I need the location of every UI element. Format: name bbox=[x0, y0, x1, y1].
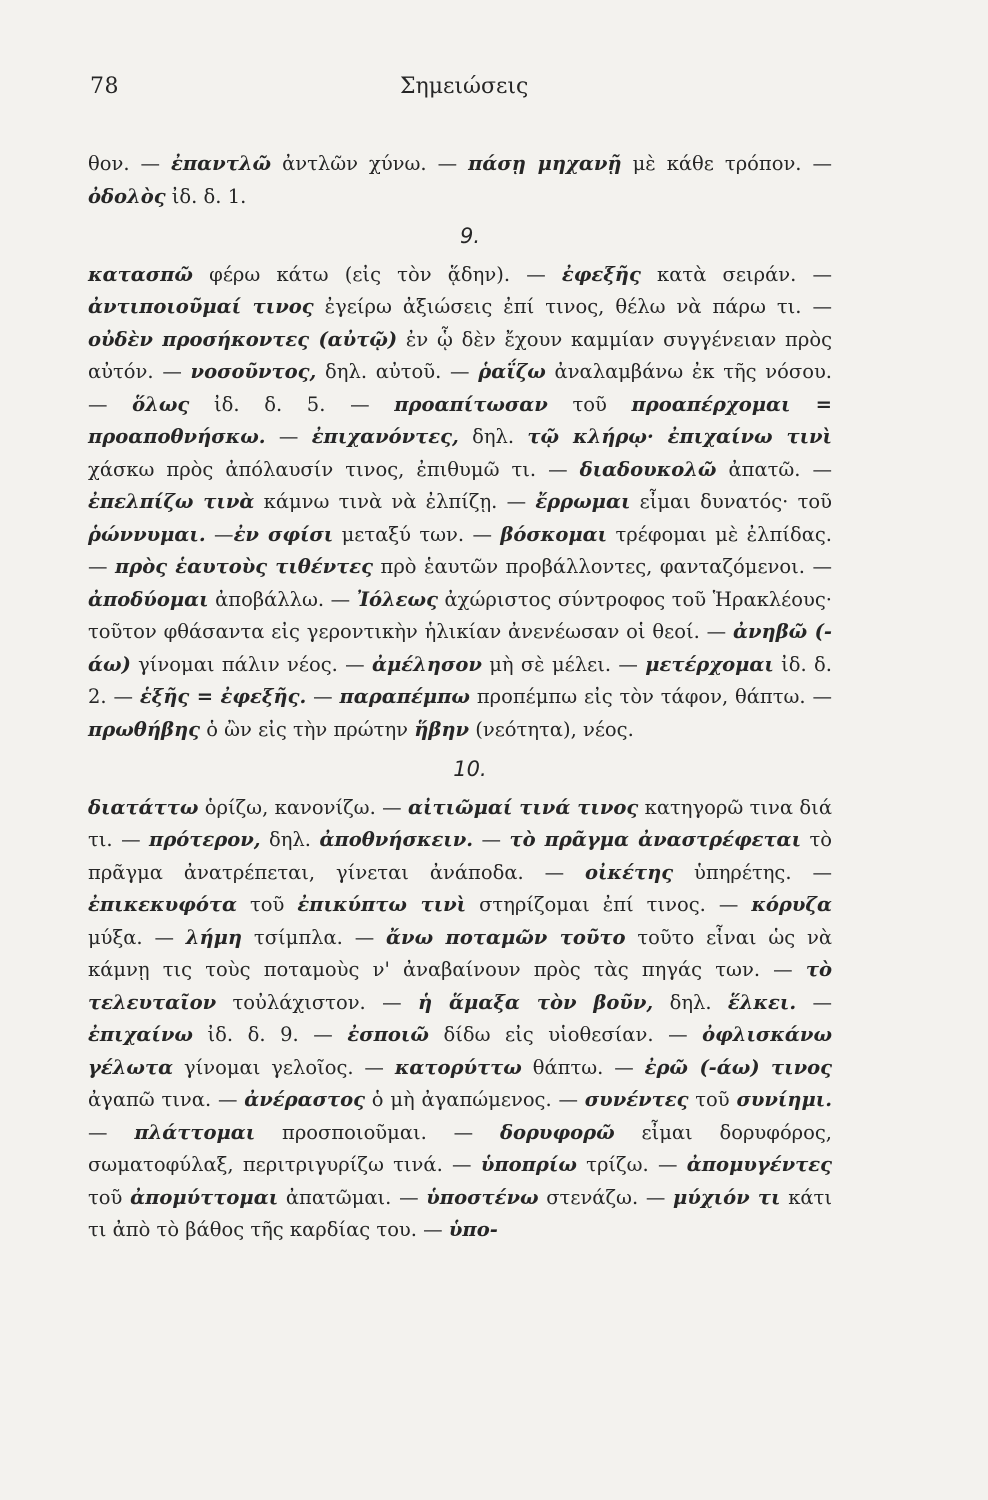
gloss-text: μεταξύ των. — bbox=[333, 522, 501, 546]
gloss-text: ἀναλαμβάνω ἐκ τῆς νόσου. — bbox=[88, 360, 833, 416]
gloss-text: προπέμπω εἰς τὸν τάφον, θάπτω. — bbox=[469, 685, 832, 708]
gloss-text: στενάζω. — bbox=[538, 1185, 674, 1209]
gloss-text: τσίμπλα. — bbox=[242, 925, 387, 949]
glossary-term: ἐπελπίζω τινὰ bbox=[88, 490, 255, 513]
gloss-text: εἶμαι δυνατός· τοῦ bbox=[630, 490, 832, 513]
notes-body bbox=[88, 148, 832, 1247]
glossary-term: πρὸς ἑαυτοὺς τιθέντες bbox=[115, 555, 374, 578]
gloss-text: κατηγορῶ τινα διά τι. — bbox=[88, 795, 832, 851]
gloss-text: τὸ πρᾶγμα ἀνατρέπεται, γίνεται ἀνάποδα. — bbox=[88, 828, 832, 884]
glossary-term: νοσοῦντος, bbox=[190, 360, 317, 383]
glossary-term: ἥβην bbox=[414, 717, 470, 741]
gloss-text: ἀντλῶν χύνω. — bbox=[271, 152, 469, 175]
gloss-text: ἀγαπῶ τινα. — bbox=[88, 1088, 245, 1111]
glossary-term: ἐρῶ (-άω) τινος bbox=[644, 1055, 832, 1079]
glossary-term: ἐπαντλῶ bbox=[171, 152, 272, 175]
glossary-term: ἀποδύομαι bbox=[88, 587, 209, 611]
gloss-text: θάπτω. — bbox=[521, 1055, 645, 1079]
glossary-term: ῥαΐζω bbox=[478, 360, 546, 383]
glossary-term: αἰτιῶμαί τινά τινος bbox=[408, 795, 639, 819]
glossary-term: ὅλως bbox=[132, 392, 190, 416]
gloss-text: τοῦτο εἶναι ὡς νὰ κάμνῃ τις τοὺς ποταμοὺς ν' ἀναβαίνουν πρὸς τὰς πηγάς των. — bbox=[88, 925, 832, 981]
gloss-text: γίνομαι πάλιν νέος. — bbox=[130, 652, 372, 676]
gloss-text: δηλ. bbox=[458, 425, 528, 448]
gloss-text: — bbox=[205, 522, 234, 546]
gloss-text: ἰδ. δ. 9. — bbox=[192, 1023, 348, 1046]
glossary-term: ὀφλισκάνω γέλωτα bbox=[88, 1023, 833, 1079]
glossary-term: ἐσποιῶ bbox=[347, 1023, 429, 1046]
gloss-text: κάμνω τινὰ νὰ ἐλπίζῃ. — bbox=[254, 490, 536, 513]
gloss-text: τοὐλάχιστον. — bbox=[216, 990, 418, 1014]
paragraph-section-10 bbox=[88, 792, 832, 1247]
gloss-text: (νεότητα), νέος. bbox=[469, 717, 634, 741]
glossary-term: κατασπῶ bbox=[88, 262, 193, 286]
gloss-text: ἀποβάλλω. — bbox=[208, 587, 357, 611]
gloss-text: πρὸ ἑαυτῶν προβάλλοντες, φανταζόμενοι. — bbox=[373, 555, 832, 578]
gloss-text: — bbox=[265, 425, 312, 448]
glossary-term: ἐπικεκυφότα bbox=[88, 893, 237, 916]
glossary-term: προαπέρχομαι = προαποθνήσκω. bbox=[88, 392, 833, 448]
gloss-text: μὲ κάθε τρόπον. — bbox=[621, 152, 833, 175]
gloss-text: — bbox=[88, 1120, 135, 1144]
glossary-term: δορυφορῶ bbox=[499, 1120, 615, 1144]
glossary-term: τῷ κλήρῳ· ἐπιχαίνω τινὶ bbox=[527, 425, 832, 448]
glossary-term: ἀνηβῶ (-άω) bbox=[88, 620, 832, 676]
glossary-term: ἀνέραστος bbox=[244, 1088, 365, 1111]
gloss-text: ἀχώριστος σύντροφος τοῦ Ἡρακλέους· τοῦτον φθάσαντα εἰς γεροντικὴν ἡλικίαν ἀνενέωσαν οἱ θεοί. — bbox=[88, 587, 832, 643]
gloss-text: τρέφομαι μὲ ἐλπίδας. — bbox=[88, 522, 832, 578]
gloss-text: μύξα. — bbox=[88, 925, 186, 949]
glossary-term: ἐπιχανόντες, bbox=[311, 425, 459, 448]
glossary-term: ἄνω ποταμῶν τοῦτο bbox=[386, 925, 626, 949]
glossary-term: ῥώννυμαι. bbox=[88, 522, 206, 546]
gloss-text: δηλ. bbox=[653, 990, 728, 1014]
gloss-text: δηλ. αὐτοῦ. — bbox=[316, 360, 479, 383]
gloss-text: προσποιοῦμαι. — bbox=[255, 1120, 500, 1144]
glossary-term: ἑξῆς = ἐφεξῆς. bbox=[139, 685, 307, 708]
gloss-text: ἐγείρω ἀξιώσεις ἐπί τινος, θέλω νὰ πάρω τι. — bbox=[313, 295, 832, 318]
gloss-text: δίδω εἰς υἱοθεσίαν. — bbox=[428, 1023, 703, 1046]
glossary-term: πρότερον, bbox=[149, 828, 261, 851]
gloss-text: χάσκω πρὸς ἀπόλαυσίν τινος, ἐπιθυμῶ τι. — bbox=[88, 457, 580, 481]
glossary-term: ἀμέλησον bbox=[371, 652, 482, 676]
gloss-text: τοῦ bbox=[88, 1185, 131, 1209]
gloss-text: εἶμαι δορυφόρος, σωματοφύλαξ, περιτριγυρίζω τινά. — bbox=[88, 1120, 833, 1176]
glossary-term: ἀπομύττομαι bbox=[130, 1185, 279, 1209]
glossary-term: οὐδὲν προσήκοντες (αὐτῷ) bbox=[88, 327, 398, 351]
glossary-term: διατάττω bbox=[88, 795, 199, 819]
glossary-term: Ἰόλεως bbox=[356, 587, 438, 611]
glossary-term: ὑπο- bbox=[448, 1218, 498, 1241]
gloss-text: θον. — bbox=[88, 152, 172, 175]
running-head: Σημειώσεις bbox=[400, 74, 529, 99]
section-number-9: 9. bbox=[459, 224, 481, 248]
glossary-term: ἐν σφίσι bbox=[233, 522, 334, 546]
gloss-text: στηρίζομαι ἐπί τινος. — bbox=[466, 893, 752, 916]
gloss-text: ἐν ᾧ δὲν ἔχουν καμμίαν συγγένειαν πρὸς αὐτόν. — bbox=[88, 327, 832, 383]
gloss-text: ἰδ. δ. 5. — bbox=[189, 392, 395, 416]
glossary-term: προαπίτωσαν bbox=[394, 392, 548, 416]
section-number-10: 10. bbox=[453, 757, 487, 781]
gloss-text: ἀπατῶ. — bbox=[716, 457, 833, 481]
glossary-term: ἐπικύπτω τινὶ bbox=[297, 893, 467, 916]
gloss-text: ὁ ὢν εἰς τὴν πρώτην bbox=[200, 717, 415, 741]
gloss-text: φέρω κάτω (εἰς τὸν ᾅδην). — bbox=[192, 262, 562, 286]
gloss-text: δηλ. bbox=[260, 828, 320, 851]
gloss-text: τοῦ bbox=[236, 893, 298, 916]
glossary-term: βόσκομαι bbox=[500, 522, 608, 546]
gloss-text: ὁ μὴ ἀγαπώμενος. — bbox=[365, 1088, 585, 1111]
glossary-term: μετέρχομαι bbox=[645, 652, 774, 676]
glossary-term: ὑποπρίω bbox=[480, 1153, 577, 1176]
glossary-term: ἀπομυγέντες bbox=[686, 1153, 832, 1176]
glossary-term: ἀποθνήσκειν. bbox=[319, 828, 474, 851]
gloss-text: — bbox=[796, 990, 832, 1014]
glossary-term: συνίημι. bbox=[736, 1088, 832, 1111]
glossary-term: πλάττομαι bbox=[134, 1120, 256, 1144]
glossary-term: ἐφεξῆς bbox=[561, 262, 641, 286]
glossary-term: πάσῃ μηχανῇ bbox=[468, 152, 622, 175]
paragraph-continuation bbox=[88, 148, 832, 213]
gloss-text: ἀπατῶμαι. — bbox=[278, 1185, 427, 1209]
gloss-text: τοῦ bbox=[688, 1088, 737, 1111]
glossary-term: ὀδολὸς bbox=[88, 184, 166, 208]
glossary-term: ἔρρωμαι bbox=[535, 490, 631, 513]
gloss-text: ἰδ. δ. 2. — bbox=[88, 652, 832, 708]
glossary-term: μύχιόν τι bbox=[673, 1185, 781, 1209]
gloss-text: ὑπηρέτης. — bbox=[673, 860, 832, 884]
glossary-term: συνέντες bbox=[584, 1088, 689, 1111]
gloss-text: ὁρίζω, κανονίζω. — bbox=[198, 795, 409, 819]
glossary-term: ἀντιποιοῦμαί τινος bbox=[88, 295, 314, 318]
glossary-term: οἰκέτης bbox=[585, 860, 674, 884]
glossary-term: πρωθήβης bbox=[88, 717, 200, 741]
glossary-term: λήμη bbox=[185, 925, 243, 949]
glossary-term: διαδουκολῶ bbox=[579, 457, 717, 481]
page-number: 78 bbox=[90, 74, 119, 99]
page-header bbox=[90, 74, 830, 104]
gloss-text: κάτι τι ἀπὸ τὸ βάθος τῆς καρδίας του. — bbox=[88, 1185, 832, 1241]
gloss-text: κατὰ σειράν. — bbox=[640, 262, 832, 286]
glossary-term: ἡ ἅμαξα τὸν βοῦν, bbox=[417, 990, 654, 1014]
glossary-term: παραπέμπω bbox=[339, 685, 470, 708]
gloss-text: τρίζω. — bbox=[576, 1153, 687, 1176]
gloss-text: — bbox=[306, 685, 340, 708]
glossary-term: ἐπιχαίνω bbox=[88, 1023, 193, 1046]
glossary-term: κατορύττω bbox=[394, 1055, 522, 1079]
gloss-text: τοῦ bbox=[547, 392, 632, 416]
paragraph-section-9 bbox=[88, 259, 832, 747]
gloss-text: — bbox=[473, 828, 510, 851]
glossary-term: τὸ τελευταῖον bbox=[88, 958, 832, 1014]
gloss-text: μὴ σὲ μέλει. — bbox=[481, 652, 646, 676]
gloss-text: ἰδ. δ. 1. bbox=[165, 184, 247, 208]
glossary-term: τὸ πρᾶγμα ἀναστρέφεται bbox=[509, 828, 802, 851]
glossary-term: κόρυζα bbox=[751, 893, 832, 916]
glossary-term: ὑποστένω bbox=[426, 1185, 539, 1209]
glossary-term: ἕλκει. bbox=[727, 990, 797, 1014]
gloss-text: γίνομαι γελοῖος. — bbox=[173, 1055, 395, 1079]
